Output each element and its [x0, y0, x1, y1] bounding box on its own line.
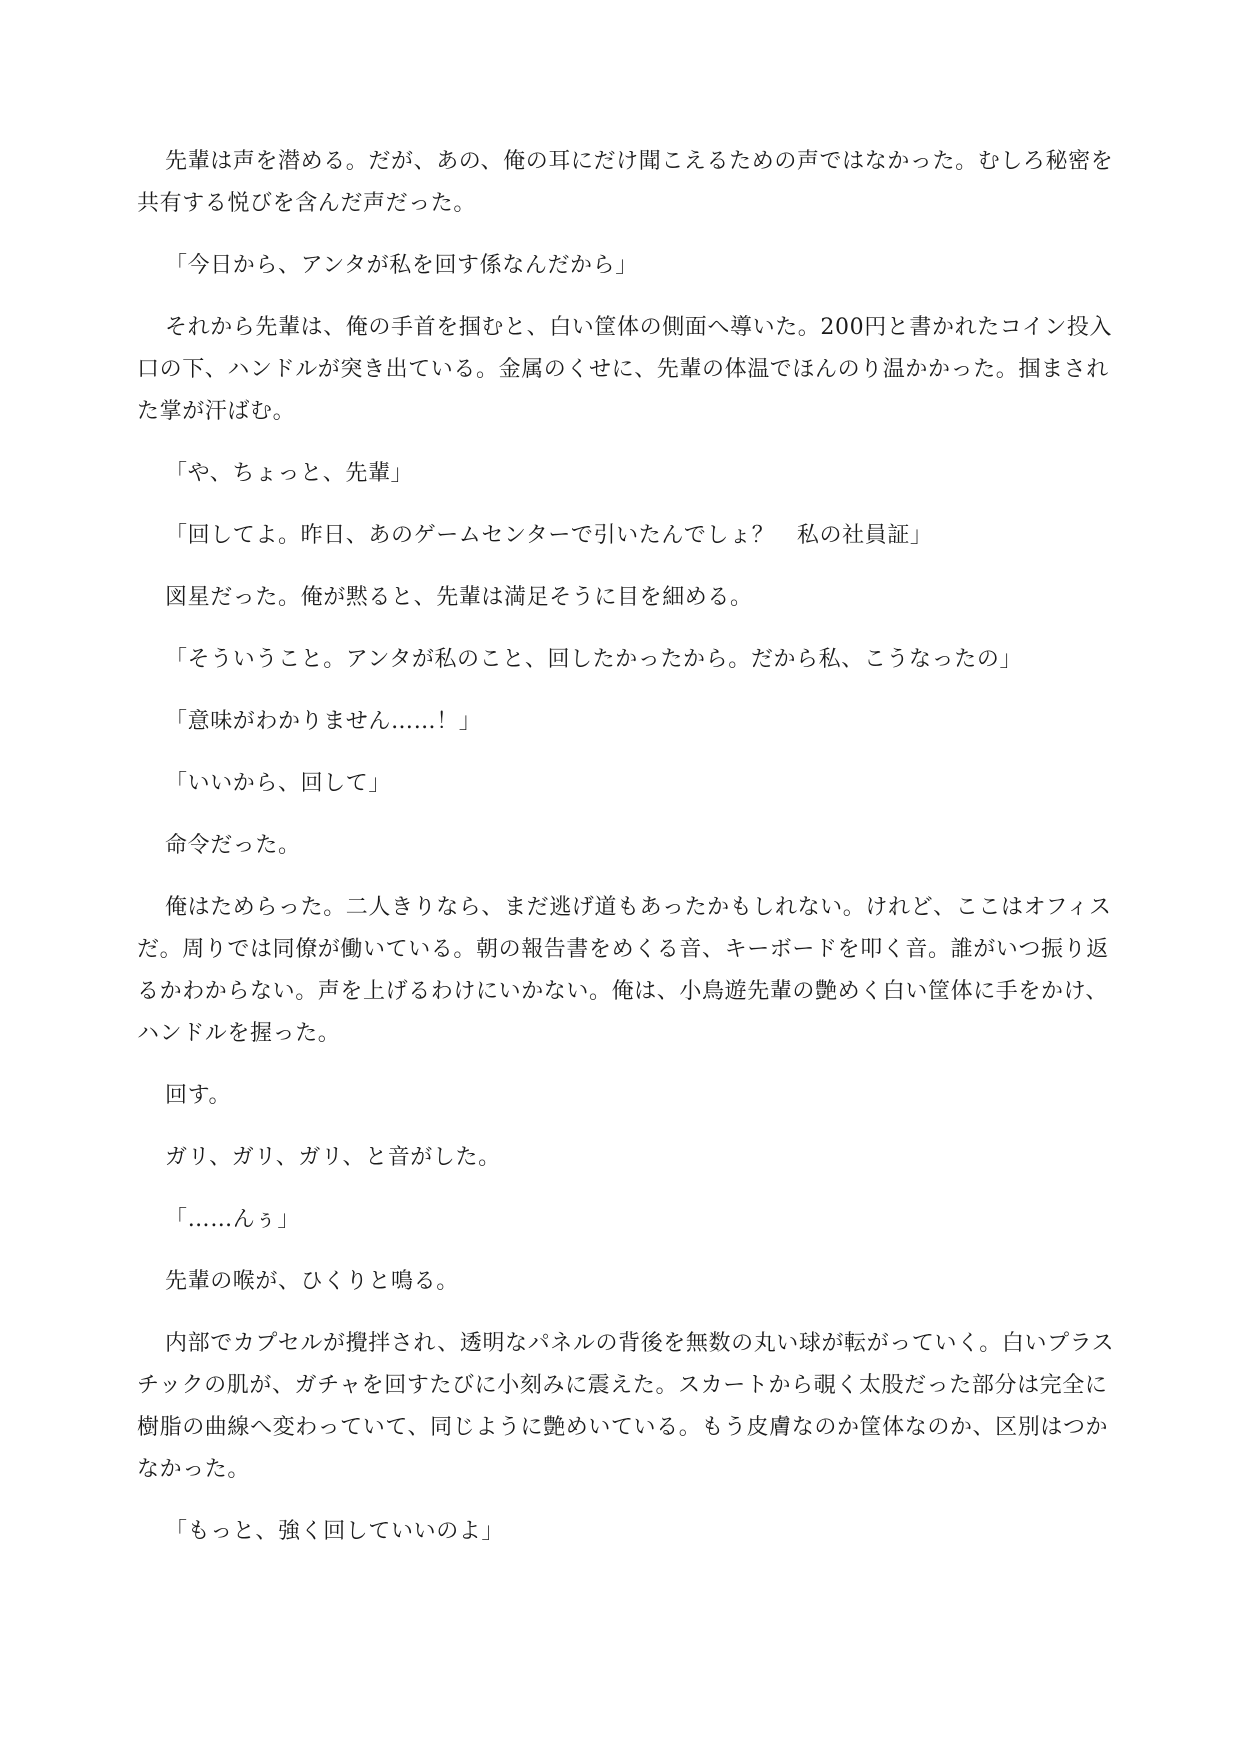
- paragraph: 命令だった。: [165, 833, 301, 858]
- body-text: [137, 141, 1117, 1573]
- dialogue-line: 「もっと、強く回していいのよ」: [165, 1519, 505, 1544]
- paragraph: 回す。: [165, 1083, 232, 1108]
- paragraph: ガリ、ガリ、ガリ、と音がした。: [165, 1145, 501, 1170]
- paragraph: 図星だった。俺が黙ると、先輩は満足そうに目を細める。: [165, 585, 753, 610]
- paragraph: 先輩の喉が、ひくりと鳴る。: [165, 1269, 459, 1294]
- paragraph: 俺はためらった。二人きりなら、まだ逃げ道もあったかもしれない。けれど、ここはオフィスだ。周りでは同僚が働いている。朝の報告書をめくる音、キーボードを叩く音。誰がいつ振り返るかわからない。声を上げるわけにいかない。俺は、小鳥遊先輩の艶めく白い筐体に手をかけ、ハンドルを握った。: [137, 895, 1112, 1046]
- dialogue-line: 「……んぅ」: [165, 1207, 300, 1232]
- dialogue-line: 「意味がわかりません……！」: [165, 709, 482, 734]
- dialogue-line: 「いいから、回して」: [165, 771, 392, 796]
- dialogue-line: 「回してよ。昨日、あのゲームセンターで引いたんでしょ？ 私の社員証」: [165, 523, 933, 548]
- dialogue-line: 「そういうこと。アンタが私のこと、回したかったから。だから私、こうなったの」: [165, 647, 1023, 672]
- paragraph: それから先輩は、俺の手首を掴むと、白い筐体の側面へ導いた。200円と書かれたコイン投入口の下、ハンドルが突き出ている。金属のくせに、先輩の体温でほんのり温かかった。掴まされた掌が汗ばむ。: [137, 315, 1113, 424]
- dialogue-line: 「今日から、アンタが私を回す係なんだから」: [165, 253, 638, 278]
- paragraph: 内部でカプセルが攪拌され、透明なパネルの背後を無数の丸い球が転がっていく。白いプラスチックの肌が、ガチャを回すたびに小刻みに震えた。スカートから覗く太股だった部分は完全に樹脂の曲線へ変わっていて、同じように艶めいている。もう皮膚なのか筐体なのか、区別はつかなかった。: [137, 1331, 1115, 1482]
- dialogue-line: 「や、ちょっと、先輩」: [165, 461, 414, 486]
- paragraph: 先輩は声を潜める。だが、あの、俺の耳にだけ聞こえるための声ではなかった。むしろ秘密を共有する悦びを含んだ声だった。: [137, 149, 1114, 216]
